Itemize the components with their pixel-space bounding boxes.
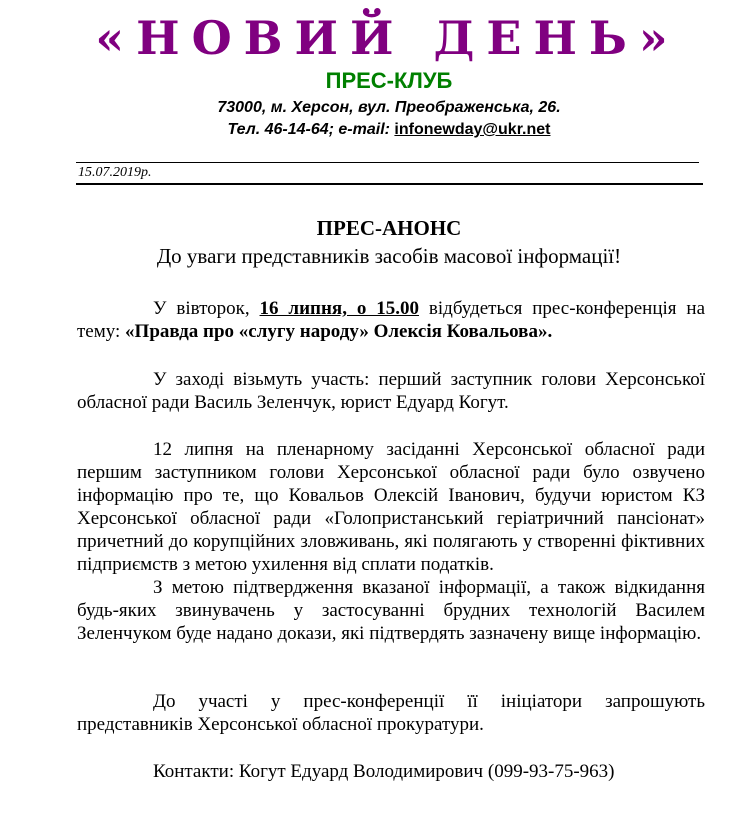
bottom-divider: [76, 183, 703, 185]
announcement-title: ПРЕС-АНОНС: [316, 216, 462, 240]
email-link[interactable]: infonewday@ukr.net: [394, 121, 551, 138]
paragraph-event: [77, 297, 705, 343]
details-text: 12 липня на пленарному засіданні Херсонської обласної ради першим заступником голови Херсонської обласної ради було озвучено інформацію про те, що Ковальов Олексій Іванович, будучи юристом КЗ Херсонської обласної ради «Голопристанський геріатричний пансіонат» причетний до корупційних зловживань, які полягають у створенні фіктивних підприємств з метою ухилення від сплати податків.: [77, 439, 705, 575]
contacts-text: Контакти: Когут Едуард Володимирович (099-93-75-963): [153, 761, 615, 782]
event-intro: У вівторок,: [153, 298, 260, 319]
event-mid: відбудеться прес-конференція на тему:: [77, 298, 706, 342]
press-club-label: ПРЕС-КЛУБ: [325, 68, 453, 93]
event-topic: «Правда про «слугу народу» Олексія Ковальова».: [125, 321, 553, 342]
document-date: 15.07.2019р.: [78, 165, 152, 180]
invitation-text: До участі у прес-конференції її ініціатори запрошують представників Херсонської обласної прокуратури.: [77, 691, 705, 735]
address: 73000, м. Херсон, вул. Преображенська, 26.: [217, 99, 561, 116]
contact-line: [0, 119, 743, 141]
paragraph-details: [77, 438, 705, 645]
paragraph-participants: [77, 368, 705, 414]
paragraph-contacts: [77, 760, 705, 783]
top-divider: [76, 162, 699, 163]
announcement-subtitle: До уваги представників засобів масової інформації!: [156, 244, 622, 268]
masthead-title: «НОВИЙ ДЕНЬ»: [95, 11, 680, 65]
evidence-text: З метою підтвердження вказаної інформації, а також відкидання будь-яких звинувачень у застосуванні брудних технологій Василем Зеленчуком буде надано докази, які підтвердять зазначену вище інформацію.: [77, 577, 705, 644]
event-date: 16 липня, о 15.00: [259, 298, 420, 319]
paragraph-invitation: [77, 690, 705, 736]
participants-text: У заході візьмуть участь: перший заступник голови Херсонської обласної ради Василь Зеленчук, юрист Едуард Когут.: [77, 369, 705, 413]
phone-text: Тел. 46-14-64; e-mail:: [227, 121, 395, 138]
